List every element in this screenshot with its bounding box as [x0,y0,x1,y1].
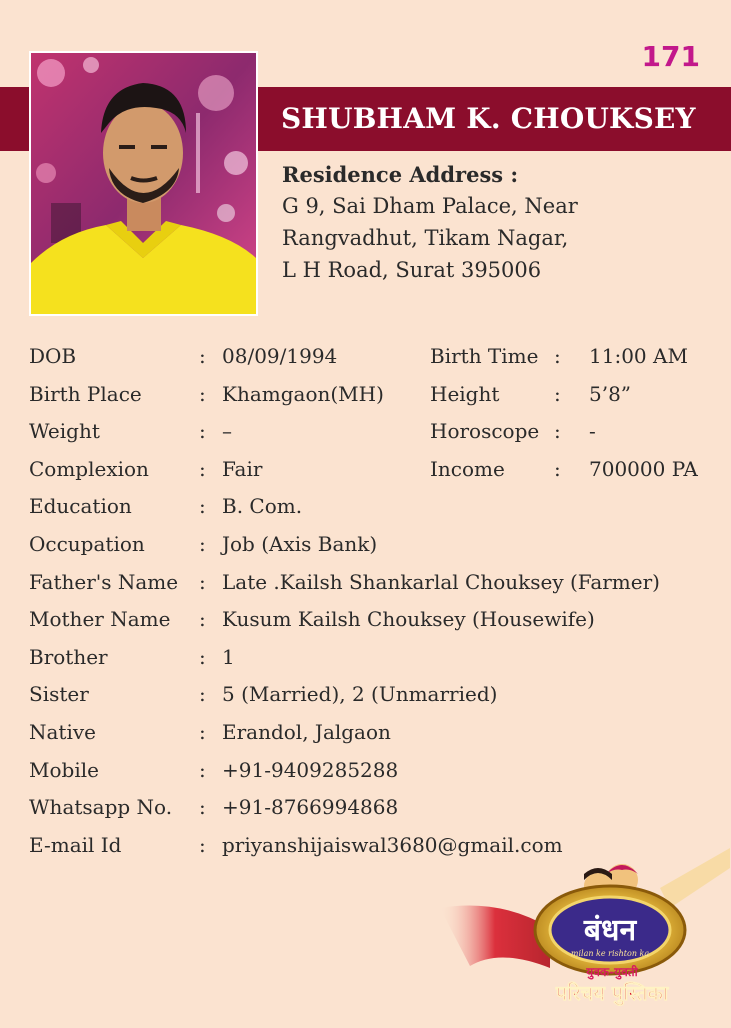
detail-label: Birth Place [29,381,142,406]
detail-value: Fair [222,456,263,481]
separator: : [199,494,206,519]
detail-value: Job (Axis Bank) [222,531,378,556]
separator: : [199,531,206,556]
detail-value: B. Com. [222,494,303,519]
separator: : [199,795,206,820]
details-table [29,338,719,864]
separator: : [199,344,206,368]
detail-row-father-name [29,564,719,602]
detail-row-birth-place [29,376,719,414]
detail-label: DOB [29,344,77,368]
address-heading: Residence Address : [282,162,519,187]
detail-value: Khamgaon(MH) [222,381,384,406]
separator: : [199,719,206,744]
separator: : [554,344,561,368]
address-line: Rangvadhut, Tikam Nagar, [282,226,569,250]
detail-value: Late .Kailsh Shankarlal Chouksey (Farmer) [222,569,660,594]
detail-label: Mobile [29,757,99,782]
detail-label: Father's Name [29,569,179,594]
detail-value: 08/09/1994 [222,344,338,368]
detail-label: Whatsapp No. [29,795,173,820]
detail-value: 11:00 AM [589,344,688,368]
residence-address [282,160,578,286]
separator: : [554,381,561,406]
separator: : [199,381,206,406]
logo-title: बंधन [583,913,637,948]
address-line: L H Road, Surat 395006 [282,258,542,282]
detail-label: Education [29,494,132,519]
detail-value: 1 [222,644,235,669]
detail-label: Weight [29,419,100,444]
detail-value: 5’8” [589,381,632,406]
detail-row-sister [29,676,719,714]
detail-label: Sister [29,682,89,707]
detail-row-complexion [29,451,719,489]
detail-value: - [589,419,596,444]
detail-row-whatsapp [29,789,719,827]
separator: : [199,419,206,444]
detail-value: Kusum Kailsh Chouksey (Housewife) [222,607,595,632]
detail-value: Erandol, Jalgaon [222,719,391,744]
separator: : [554,419,561,444]
detail-row-brother [29,639,719,677]
separator: : [199,456,206,481]
detail-label: Height [430,381,500,406]
profile-name: SHUBHAM K. CHOUKSEY [281,102,696,135]
separator: : [554,456,561,481]
detail-label: Income [430,456,505,481]
detail-label: Birth Time [430,344,539,368]
separator: : [199,757,206,782]
separator: : [199,682,206,707]
detail-value: 5 (Married), 2 (Unmarried) [222,682,498,707]
detail-row-mobile [29,752,719,790]
separator: : [199,607,206,632]
separator: : [199,569,206,594]
detail-row-education [29,488,719,526]
detail-value: – [222,419,232,444]
profile-photo [29,51,258,316]
address-line: G 9, Sai Dham Palace, Near [282,194,578,218]
detail-value: priyanshijaiswal3680@gmail.com [222,832,563,857]
detail-row-native [29,714,719,752]
detail-label: Mother Name [29,607,171,632]
logo-tagline: milan ke rishton ka [570,949,650,958]
bandhan-logo [440,848,730,1024]
detail-row-mother-name [29,601,719,639]
detail-row-dob [29,338,719,376]
detail-label: Horoscope [430,419,540,444]
logo-line2: परिचय पुस्तिका [555,981,669,1005]
detail-label: E-mail Id [29,832,122,857]
detail-label: Native [29,719,96,744]
page-number: 171 [641,40,700,73]
detail-value: 700000 PA [589,456,698,481]
detail-label: Occupation [29,531,145,556]
detail-value: +91-8766994868 [222,795,399,820]
separator: : [199,832,206,857]
detail-row-weight [29,413,719,451]
detail-row-occupation [29,526,719,564]
detail-label: Complexion [29,456,149,481]
detail-value: +91-9409285288 [222,757,399,782]
detail-label: Brother [29,644,108,669]
logo-line1: युवक-युवती [586,965,638,979]
separator: : [199,644,206,669]
